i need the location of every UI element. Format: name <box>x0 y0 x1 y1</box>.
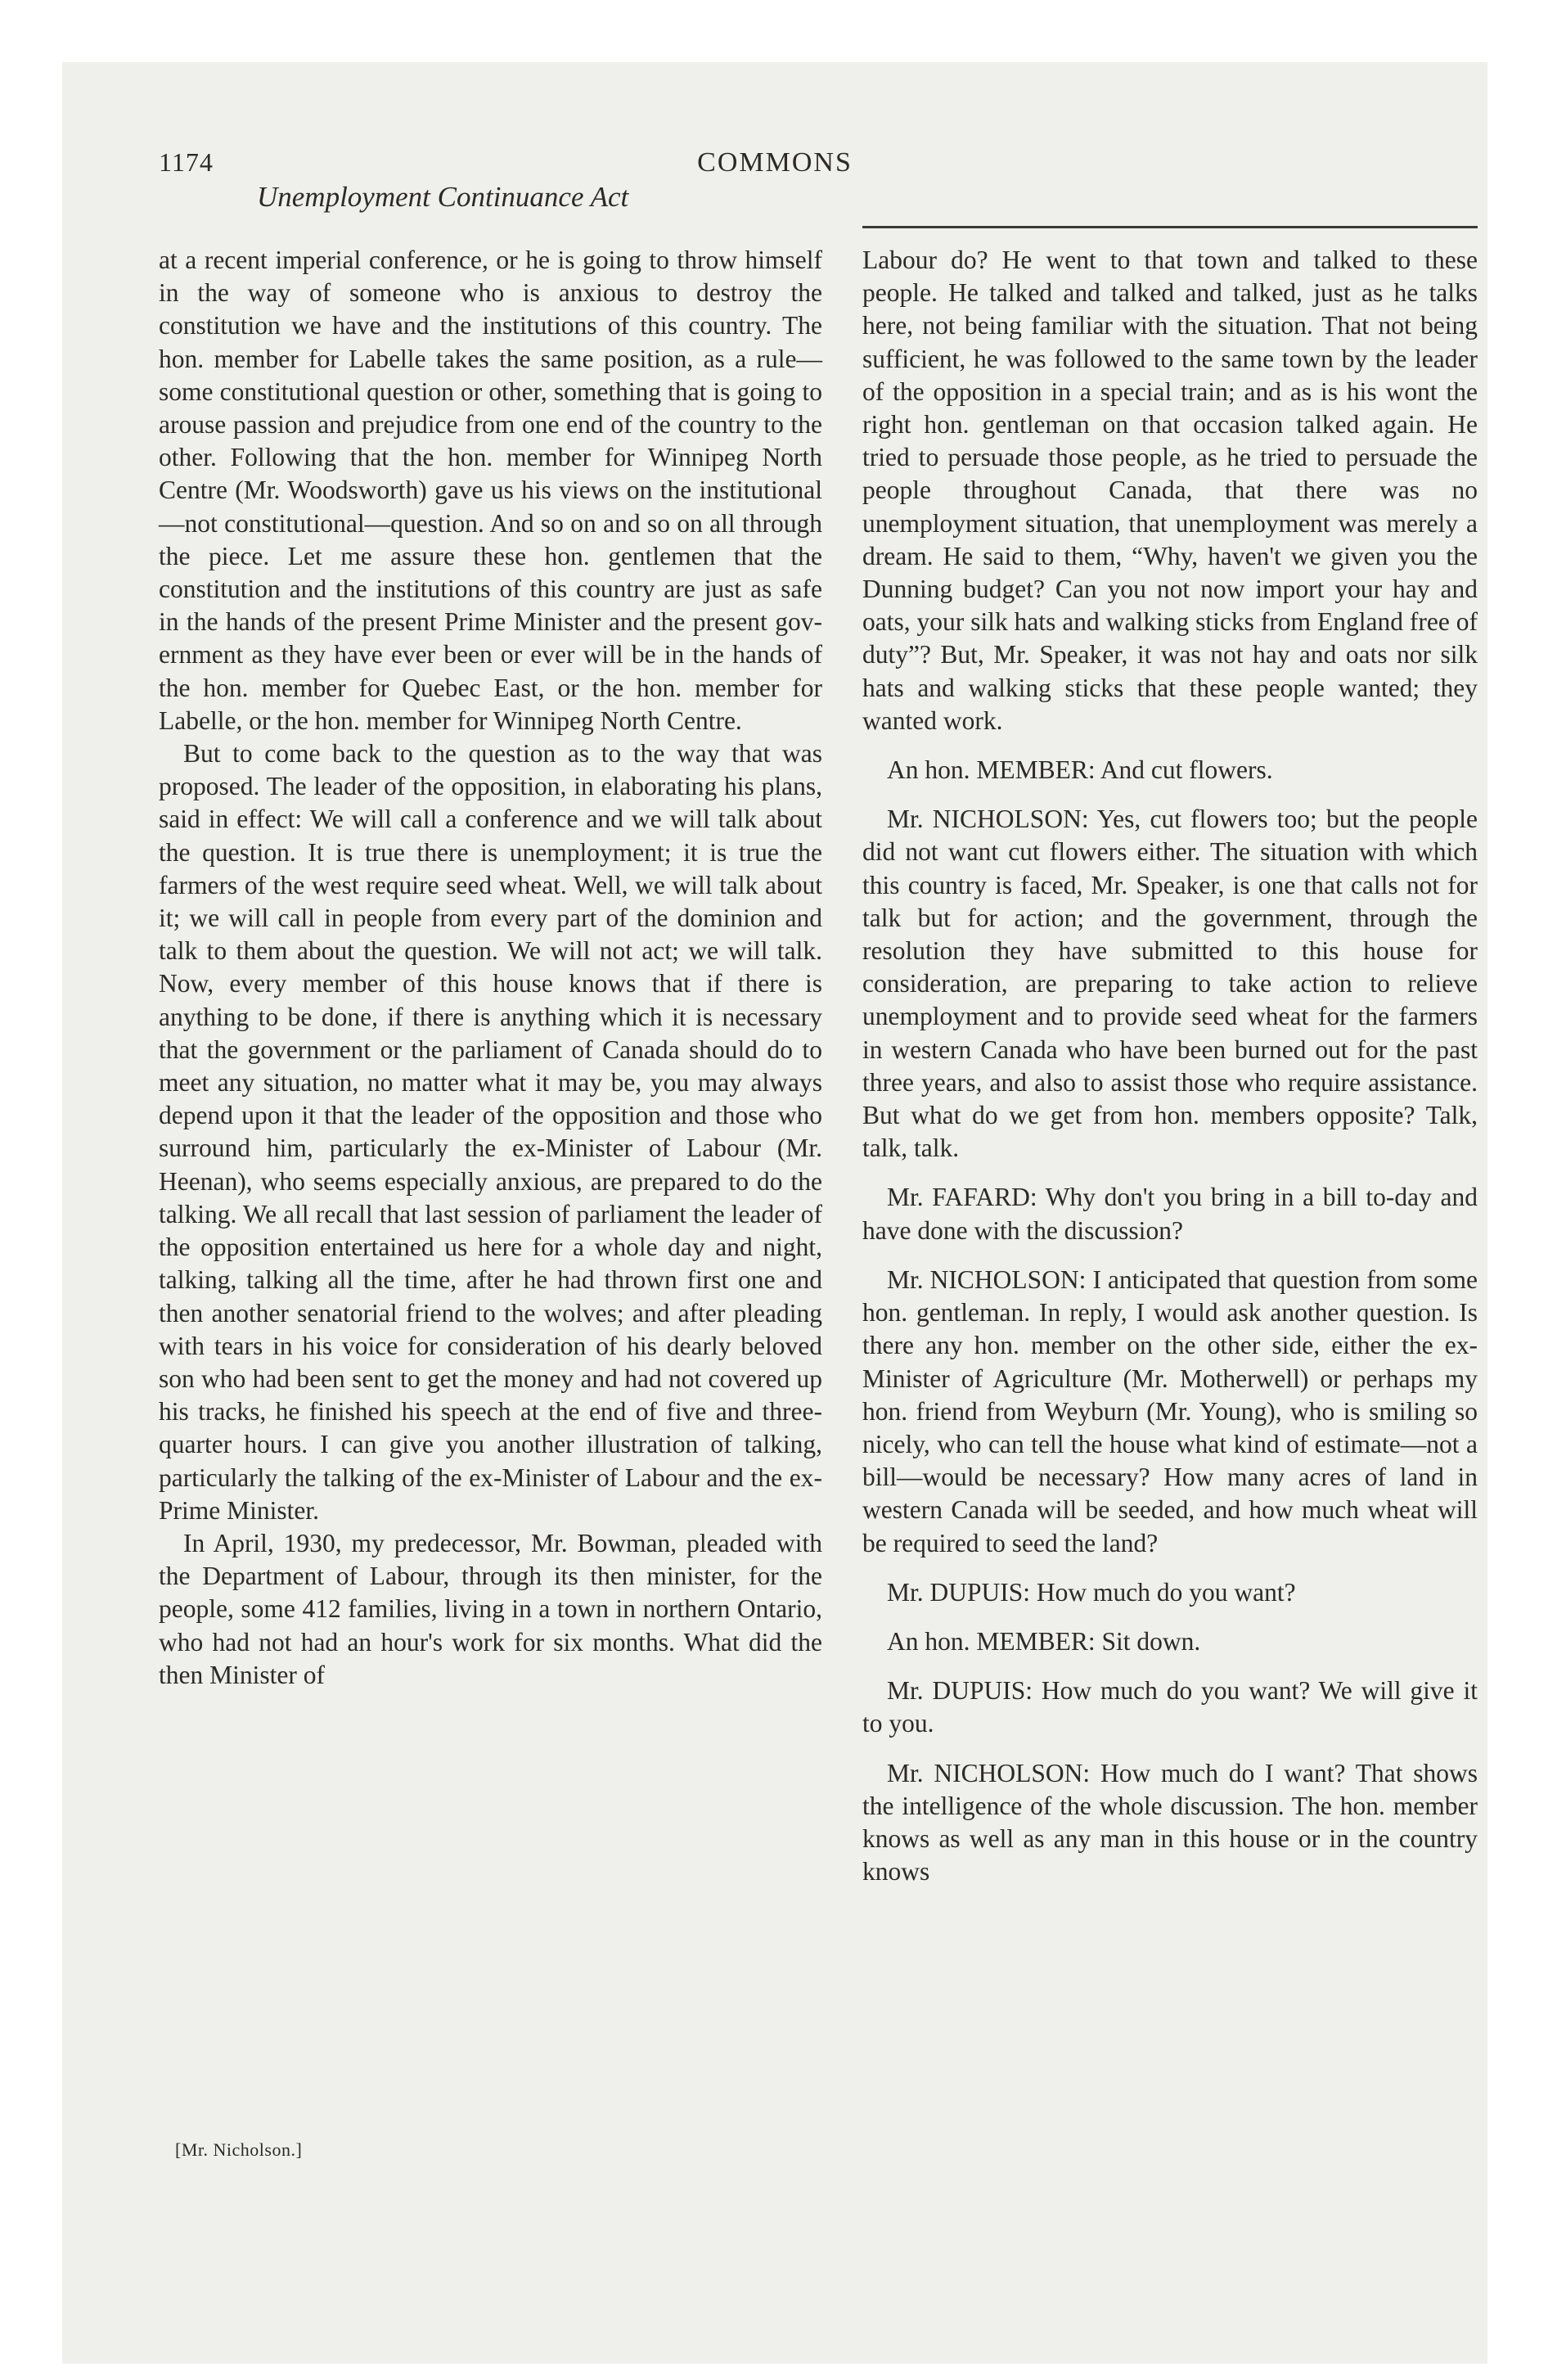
paragraph: But to come back to the question as to the way that was proposed. The leader of the opposition, in elaborating his plans, said in effect: We will call a conference and we will talk about the question. It is true there is unemployment; it is true the farmers of the west require seed wheat. Well, we will talk about it; we will call in people from every part of the dominion and talk to them about the question. We will not act; we will talk. Now, every member of this house knows that if there is anything to be done, if there is anything which it is necessary that the government or the parliament of Canada should do to meet any situation, no matter what it may be, you may always depend upon it that the leader of the opposition and those who surround him, particularly the ex-Minister of Labour (Mr. Heenan), who seems especially anxious, are prepared to do the talking. We all recall that last session of parliament the leader of the opposition entertained us here for a whole day and night, talking, talking all the time, after he had thrown first one and then another senatorial friend to the wolves; and after pleading with tears in his voice for consideration of his dearly beloved son who had been sent to get the money and had not covered up his tracks, he finished his speech at the end of five and three-quarter hours. I can give you another illustration of talking, particularly the talking of the ex-Minister of Labour and the ex-Prime Minister. <box>159 739 822 1525</box>
page-number: 1174 <box>159 147 214 177</box>
document-page <box>62 62 1487 2364</box>
right-column <box>862 244 1478 1888</box>
page-header <box>62 62 1487 226</box>
header-subtitle: Unemployment Continuance Act <box>257 181 629 213</box>
paragraph: In April, 1930, my predecessor, Mr. Bowman, pleaded with the Department of Labour, through its then minister, for the people, some 412 families, living in a town in northern Ontario, who had not had an hour's work for six months. What did the then Minister of <box>159 1528 822 1689</box>
paragraph: An hon. MEMBER: And cut flowers. <box>887 755 1273 785</box>
left-column <box>159 244 822 1692</box>
paragraph: Mr. NICHOLSON: I anticipated that question from some hon. gentleman. In reply, I would ask another question. Is there any hon. member on the other side, either the ex-Minister of Agriculture (Mr. Motherwell) or perhaps my hon. friend from Weyburn (Mr. Young), who is smiling so nicely, who can tell the house what kind of estimate—not a bill—would be necessary? How many acres of land in western Canada will be seeded, and how much wheat will be required to seed the land? <box>862 1264 1478 1557</box>
column-divider-rule <box>862 226 1478 228</box>
header-title: COMMONS <box>697 147 853 178</box>
speaker-footnote: [Mr. Nicholson.] <box>175 2139 303 2160</box>
paragraph: Mr. FAFARD: Why don't you bring in a bill to-day and have done with the discussion? <box>862 1183 1478 1245</box>
paragraph: Mr. NICHOLSON: Yes, cut flowers too; but the people did not want cut flowers either. The situation with which this country is faced, Mr. Speaker, is one that calls not for talk but for action; and the government, through the resolution they have submitted to this house for consideration, are preparing to take action to relieve unemployment and to provide seed wheat for the farmers in western Canada who have been burned out for the past three years, and also to assist those who require assistance. But what do we get from hon. members opposite? Talk, talk, talk. <box>862 805 1478 1163</box>
paragraph: Mr. DUPUIS: How much do you want? <box>887 1577 1296 1607</box>
paragraph: Labour do? He went to that town and talked to these people. He talked and talked and talked, just as he talks here, not being familiar with the situation. That not being sufficient, he was followed to the same town by the leader of the opposition in a special train; and as is his wont the right hon. gentleman on that occasion talked again. He tried to persuade those people, as he tried to persuade the people throughout Canada, that there was no unemployment situation, that unemployment was merely a dream. He said to them, “Why, haven't we given you the Dunning budget? Can you not now import your hay and oats, your silk hats and walking sticks from England free of duty”? But, Mr. Speaker, it was not hay and oats nor silk hats and walking sticks that these people wanted; they wanted work. <box>862 246 1478 735</box>
paragraph: Mr. DUPUIS: How much do you want? We will give it to you. <box>862 1676 1478 1738</box>
paragraph: at a recent imperial conference, or he is going to throw himself in the way of someone who is anxious to destroy the constitution we have and the institutions of this country. The hon. member for Labelle takes the same position, as a rule—some constitutional question or other, something that is going to arouse passion and prejudice from one end of the country to the other. Following that the hon. member for Winnipeg North Centre (Mr. Woodsworth) gave us his views on the institutional—not constitutional—question. And so on and so on all through the piece. Let me assure these hon. gentlemen that the constitution and the institutions of this country are just as safe in the hands of the present Prime Minister and the present government as they have ever been or ever will be in the hands of the hon. member for Quebec East, or the hon. member for Labelle, or the hon. member for Winnipeg North Centre. <box>159 246 822 735</box>
paragraph: Mr. NICHOLSON: How much do I want? That shows the intelligence of the whole discussion. The hon. member knows as well as any man in this house or in the country knows <box>862 1758 1478 1886</box>
paragraph: An hon. MEMBER: Sit down. <box>887 1626 1201 1656</box>
